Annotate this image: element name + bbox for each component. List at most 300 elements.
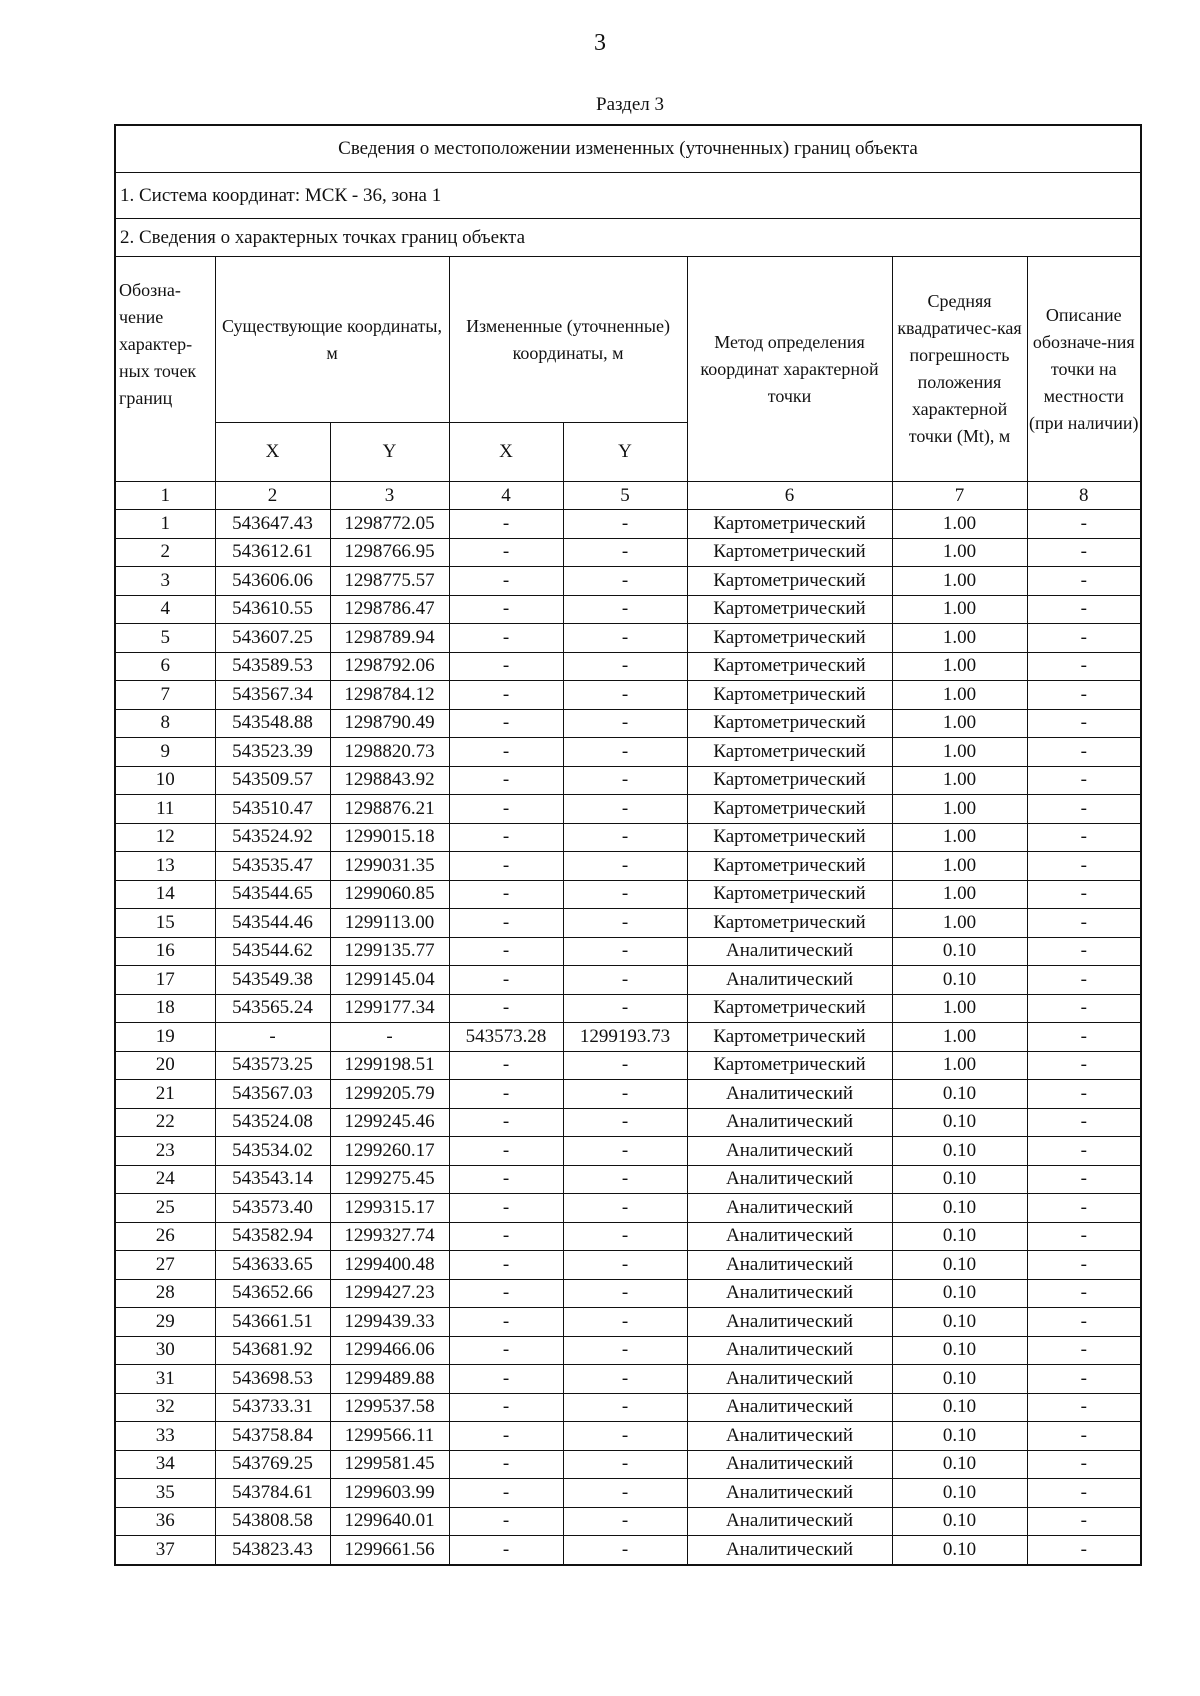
header-method: Метод определения координат характерной точки bbox=[687, 257, 892, 482]
cell-existing-x: 543549.38 bbox=[215, 966, 330, 995]
column-number: 4 bbox=[449, 482, 563, 510]
cell-changed-x: - bbox=[449, 1137, 563, 1166]
table-row bbox=[116, 1365, 1140, 1394]
cell-existing-y: 1298784.12 bbox=[330, 681, 449, 710]
cell-point-number: 3 bbox=[116, 567, 215, 596]
cell-point-number: 27 bbox=[116, 1251, 215, 1280]
cell-mean-error: 1.00 bbox=[892, 823, 1027, 852]
column-number: 8 bbox=[1027, 482, 1140, 510]
cell-changed-x: - bbox=[449, 1450, 563, 1479]
cell-mean-error: 1.00 bbox=[892, 880, 1027, 909]
cell-point-number: 14 bbox=[116, 880, 215, 909]
cell-mean-error: 0.10 bbox=[892, 1450, 1027, 1479]
cell-existing-x: 543647.43 bbox=[215, 510, 330, 539]
cell-existing-x: 543769.25 bbox=[215, 1450, 330, 1479]
cell-point-number: 28 bbox=[116, 1279, 215, 1308]
cell-changed-y: - bbox=[563, 852, 687, 881]
header-existing-y: Y bbox=[330, 423, 449, 482]
cell-point-number: 21 bbox=[116, 1080, 215, 1109]
cell-method: Картометрический bbox=[687, 823, 892, 852]
section-title: Раздел 3 bbox=[596, 94, 664, 115]
table-row bbox=[116, 880, 1140, 909]
cell-point-description: - bbox=[1027, 510, 1140, 539]
cell-mean-error: 1.00 bbox=[892, 795, 1027, 824]
table-row bbox=[116, 1450, 1140, 1479]
cell-mean-error: 0.10 bbox=[892, 1080, 1027, 1109]
cell-method: Аналитический bbox=[687, 1194, 892, 1223]
cell-point-number: 22 bbox=[116, 1108, 215, 1137]
cell-mean-error: 1.00 bbox=[892, 567, 1027, 596]
table-row bbox=[116, 1051, 1140, 1080]
table-row bbox=[116, 852, 1140, 881]
cell-point-number: 16 bbox=[116, 937, 215, 966]
cell-method: Аналитический bbox=[687, 1279, 892, 1308]
cell-existing-y: 1299275.45 bbox=[330, 1165, 449, 1194]
cell-existing-x: 543610.55 bbox=[215, 595, 330, 624]
cell-point-number: 10 bbox=[116, 766, 215, 795]
cell-method: Картометрический bbox=[687, 852, 892, 881]
cell-method: Аналитический bbox=[687, 1165, 892, 1194]
cell-mean-error: 1.00 bbox=[892, 624, 1027, 653]
cell-method: Аналитический bbox=[687, 1536, 892, 1564]
cell-point-number: 4 bbox=[116, 595, 215, 624]
cell-point-number: 11 bbox=[116, 795, 215, 824]
cell-existing-x: 543567.03 bbox=[215, 1080, 330, 1109]
cell-changed-x: - bbox=[449, 510, 563, 539]
cell-method: Картометрический bbox=[687, 795, 892, 824]
cell-method: Картометрический bbox=[687, 510, 892, 539]
table-row bbox=[116, 1479, 1140, 1508]
cell-changed-y: - bbox=[563, 1393, 687, 1422]
cell-changed-y: - bbox=[563, 1279, 687, 1308]
cell-point-description: - bbox=[1027, 1365, 1140, 1394]
cell-existing-y: 1299661.56 bbox=[330, 1536, 449, 1564]
cell-point-number: 37 bbox=[116, 1536, 215, 1564]
cell-existing-y: 1299260.17 bbox=[330, 1137, 449, 1166]
cell-changed-x: - bbox=[449, 595, 563, 624]
cell-existing-x: 543606.06 bbox=[215, 567, 330, 596]
cell-mean-error: 1.00 bbox=[892, 738, 1027, 767]
cell-method: Аналитический bbox=[687, 1222, 892, 1251]
cell-point-description: - bbox=[1027, 937, 1140, 966]
cell-method: Аналитический bbox=[687, 1393, 892, 1422]
cell-mean-error: 1.00 bbox=[892, 909, 1027, 938]
cell-point-description: - bbox=[1027, 994, 1140, 1023]
cell-point-number: 29 bbox=[116, 1308, 215, 1337]
cell-existing-x: 543758.84 bbox=[215, 1422, 330, 1451]
cell-method: Картометрический bbox=[687, 909, 892, 938]
cell-existing-x: 543509.57 bbox=[215, 766, 330, 795]
cell-existing-y: 1298789.94 bbox=[330, 624, 449, 653]
cell-point-description: - bbox=[1027, 1479, 1140, 1508]
cell-point-number: 34 bbox=[116, 1450, 215, 1479]
cell-existing-x: 543535.47 bbox=[215, 852, 330, 881]
cell-method: Аналитический bbox=[687, 1080, 892, 1109]
cell-point-number: 7 bbox=[116, 681, 215, 710]
cell-existing-y: 1299427.23 bbox=[330, 1279, 449, 1308]
cell-mean-error: 1.00 bbox=[892, 766, 1027, 795]
cell-point-description: - bbox=[1027, 1108, 1140, 1137]
table-row bbox=[116, 823, 1140, 852]
cell-changed-x: - bbox=[449, 1080, 563, 1109]
column-number: 3 bbox=[330, 482, 449, 510]
cell-changed-x: - bbox=[449, 1365, 563, 1394]
cell-method: Картометрический bbox=[687, 652, 892, 681]
cell-method: Картометрический bbox=[687, 681, 892, 710]
cell-mean-error: 0.10 bbox=[892, 1137, 1027, 1166]
table-row bbox=[116, 1393, 1140, 1422]
cell-point-number: 18 bbox=[116, 994, 215, 1023]
cell-mean-error: 0.10 bbox=[892, 1279, 1027, 1308]
cell-existing-x: 543524.08 bbox=[215, 1108, 330, 1137]
cell-point-description: - bbox=[1027, 1080, 1140, 1109]
cell-point-number: 5 bbox=[116, 624, 215, 653]
cell-changed-y: - bbox=[563, 795, 687, 824]
column-number: 5 bbox=[563, 482, 687, 510]
cell-point-description: - bbox=[1027, 1222, 1140, 1251]
cell-changed-y: - bbox=[563, 1336, 687, 1365]
cell-method: Аналитический bbox=[687, 1137, 892, 1166]
cell-mean-error: 1.00 bbox=[892, 538, 1027, 567]
points-heading: 2. Сведения о характерных точках границ объекта bbox=[116, 219, 1140, 257]
cell-existing-y: 1299205.79 bbox=[330, 1080, 449, 1109]
cell-changed-x: - bbox=[449, 823, 563, 852]
cell-existing-x: 543573.40 bbox=[215, 1194, 330, 1223]
cell-point-number: 25 bbox=[116, 1194, 215, 1223]
cell-existing-y: 1299566.11 bbox=[330, 1422, 449, 1451]
cell-method: Картометрический bbox=[687, 766, 892, 795]
table-row bbox=[116, 738, 1140, 767]
cell-existing-y: 1298792.06 bbox=[330, 652, 449, 681]
cell-existing-y: 1299315.17 bbox=[330, 1194, 449, 1223]
cell-mean-error: 0.10 bbox=[892, 1507, 1027, 1536]
cell-method: Аналитический bbox=[687, 1336, 892, 1365]
cell-existing-y: 1298772.05 bbox=[330, 510, 449, 539]
cell-existing-y: 1299135.77 bbox=[330, 937, 449, 966]
cell-point-description: - bbox=[1027, 1336, 1140, 1365]
cell-existing-x: 543582.94 bbox=[215, 1222, 330, 1251]
cell-changed-y: - bbox=[563, 1251, 687, 1280]
cell-changed-y: - bbox=[563, 595, 687, 624]
cell-existing-y: 1299177.34 bbox=[330, 994, 449, 1023]
table-row bbox=[116, 567, 1140, 596]
header-changed-y: Y bbox=[563, 423, 687, 482]
cell-changed-y: 1299193.73 bbox=[563, 1023, 687, 1052]
cell-changed-y: - bbox=[563, 937, 687, 966]
cell-point-description: - bbox=[1027, 709, 1140, 738]
cell-method: Картометрический bbox=[687, 1051, 892, 1080]
cell-existing-x: 543548.88 bbox=[215, 709, 330, 738]
cell-changed-x: - bbox=[449, 1194, 563, 1223]
cell-existing-y: 1298766.95 bbox=[330, 538, 449, 567]
cell-changed-y: - bbox=[563, 1165, 687, 1194]
header-row bbox=[116, 257, 1140, 423]
cell-changed-x: - bbox=[449, 681, 563, 710]
cell-mean-error: 1.00 bbox=[892, 652, 1027, 681]
table-row bbox=[116, 994, 1140, 1023]
header-point-description: Описание обозначе-ния точки на местности (при наличии) bbox=[1027, 257, 1140, 482]
cell-point-description: - bbox=[1027, 909, 1140, 938]
cell-existing-y: 1299466.06 bbox=[330, 1336, 449, 1365]
cell-mean-error: 1.00 bbox=[892, 852, 1027, 881]
cell-existing-y: 1299603.99 bbox=[330, 1479, 449, 1508]
cell-point-number: 12 bbox=[116, 823, 215, 852]
cell-changed-y: - bbox=[563, 538, 687, 567]
cell-mean-error: 1.00 bbox=[892, 1023, 1027, 1052]
cell-existing-y: 1299537.58 bbox=[330, 1393, 449, 1422]
cell-changed-y: - bbox=[563, 1479, 687, 1508]
cell-existing-y: 1299015.18 bbox=[330, 823, 449, 852]
cell-method: Аналитический bbox=[687, 1308, 892, 1337]
table-row bbox=[116, 1336, 1140, 1365]
cell-changed-x: - bbox=[449, 1393, 563, 1422]
cell-existing-y: 1298775.57 bbox=[330, 567, 449, 596]
cell-mean-error: 0.10 bbox=[892, 1393, 1027, 1422]
table-row bbox=[116, 595, 1140, 624]
cell-changed-y: - bbox=[563, 966, 687, 995]
cell-existing-y: - bbox=[330, 1023, 449, 1052]
cell-existing-x: 543823.43 bbox=[215, 1536, 330, 1564]
boundary-table-frame bbox=[114, 124, 1142, 1566]
header-changed-coords: Измененные (уточненные) координаты, м bbox=[449, 257, 687, 423]
cell-changed-x: - bbox=[449, 738, 563, 767]
cell-existing-y: 1299439.33 bbox=[330, 1308, 449, 1337]
column-number: 6 bbox=[687, 482, 892, 510]
cell-point-number: 32 bbox=[116, 1393, 215, 1422]
cell-point-number: 17 bbox=[116, 966, 215, 995]
cell-changed-y: - bbox=[563, 1222, 687, 1251]
cell-changed-x: - bbox=[449, 1108, 563, 1137]
table-row bbox=[116, 681, 1140, 710]
cell-point-description: - bbox=[1027, 624, 1140, 653]
cell-changed-x: - bbox=[449, 652, 563, 681]
cell-point-description: - bbox=[1027, 852, 1140, 881]
coordinate-system: 1. Система координат: МСК - 36, зона 1 bbox=[116, 173, 1140, 219]
cell-method: Аналитический bbox=[687, 937, 892, 966]
cell-mean-error: 0.10 bbox=[892, 1222, 1027, 1251]
cell-changed-x: - bbox=[449, 624, 563, 653]
cell-mean-error: 1.00 bbox=[892, 510, 1027, 539]
cell-point-description: - bbox=[1027, 1536, 1140, 1564]
header-existing-x: X bbox=[215, 423, 330, 482]
cell-existing-x: 543534.02 bbox=[215, 1137, 330, 1166]
table-row bbox=[116, 1422, 1140, 1451]
cell-point-description: - bbox=[1027, 966, 1140, 995]
cell-point-number: 36 bbox=[116, 1507, 215, 1536]
table-row bbox=[116, 766, 1140, 795]
cell-changed-x: - bbox=[449, 1536, 563, 1564]
cell-changed-y: - bbox=[563, 1365, 687, 1394]
cell-point-description: - bbox=[1027, 1422, 1140, 1451]
cell-existing-x: 543544.46 bbox=[215, 909, 330, 938]
cell-changed-x: - bbox=[449, 1308, 563, 1337]
cell-point-description: - bbox=[1027, 1051, 1140, 1080]
cell-point-number: 33 bbox=[116, 1422, 215, 1451]
cell-point-description: - bbox=[1027, 1251, 1140, 1280]
cell-changed-x: - bbox=[449, 1222, 563, 1251]
cell-point-number: 1 bbox=[116, 510, 215, 539]
cell-method: Картометрический bbox=[687, 595, 892, 624]
cell-point-description: - bbox=[1027, 823, 1140, 852]
cell-changed-x: - bbox=[449, 1051, 563, 1080]
table-row bbox=[116, 1222, 1140, 1251]
cell-method: Аналитический bbox=[687, 966, 892, 995]
header-changed-x: X bbox=[449, 423, 563, 482]
cell-changed-x: - bbox=[449, 538, 563, 567]
cell-point-description: - bbox=[1027, 1023, 1140, 1052]
cell-point-number: 20 bbox=[116, 1051, 215, 1080]
table-row bbox=[116, 538, 1140, 567]
cell-existing-y: 1298820.73 bbox=[330, 738, 449, 767]
cell-existing-x: 543567.34 bbox=[215, 681, 330, 710]
cell-existing-y: 1299145.04 bbox=[330, 966, 449, 995]
cell-existing-x: 543565.24 bbox=[215, 994, 330, 1023]
cell-mean-error: 1.00 bbox=[892, 681, 1027, 710]
cell-point-description: - bbox=[1027, 1393, 1140, 1422]
cell-existing-x: - bbox=[215, 1023, 330, 1052]
cell-mean-error: 1.00 bbox=[892, 595, 1027, 624]
cell-changed-x: - bbox=[449, 766, 563, 795]
page-number: 3 bbox=[594, 30, 606, 56]
cell-point-description: - bbox=[1027, 652, 1140, 681]
cell-changed-x: - bbox=[449, 1507, 563, 1536]
cell-method: Аналитический bbox=[687, 1422, 892, 1451]
table-row bbox=[116, 795, 1140, 824]
column-number-row bbox=[116, 482, 1140, 510]
cell-existing-x: 543784.61 bbox=[215, 1479, 330, 1508]
cell-method: Картометрический bbox=[687, 567, 892, 596]
cell-point-number: 9 bbox=[116, 738, 215, 767]
cell-method: Аналитический bbox=[687, 1251, 892, 1280]
cell-mean-error: 0.10 bbox=[892, 1365, 1027, 1394]
cell-mean-error: 0.10 bbox=[892, 1479, 1027, 1508]
cell-mean-error: 1.00 bbox=[892, 1051, 1027, 1080]
cell-changed-x: - bbox=[449, 909, 563, 938]
cell-changed-y: - bbox=[563, 1137, 687, 1166]
header-existing-coords: Существующие координаты, м bbox=[215, 257, 449, 423]
cell-existing-x: 543544.62 bbox=[215, 937, 330, 966]
cell-existing-y: 1299113.00 bbox=[330, 909, 449, 938]
cell-existing-x: 543607.25 bbox=[215, 624, 330, 653]
table-row bbox=[116, 1536, 1140, 1564]
table-row bbox=[116, 624, 1140, 653]
cell-changed-y: - bbox=[563, 1536, 687, 1564]
cell-point-number: 15 bbox=[116, 909, 215, 938]
cell-existing-y: 1298790.49 bbox=[330, 709, 449, 738]
cell-changed-y: - bbox=[563, 994, 687, 1023]
cell-point-description: - bbox=[1027, 595, 1140, 624]
cell-mean-error: 0.10 bbox=[892, 966, 1027, 995]
cell-point-description: - bbox=[1027, 1507, 1140, 1536]
cell-existing-x: 543524.92 bbox=[215, 823, 330, 852]
cell-point-number: 8 bbox=[116, 709, 215, 738]
cell-changed-x: - bbox=[449, 795, 563, 824]
cell-method: Картометрический bbox=[687, 709, 892, 738]
cell-changed-x: - bbox=[449, 1279, 563, 1308]
cell-method: Аналитический bbox=[687, 1479, 892, 1508]
cell-existing-x: 543589.53 bbox=[215, 652, 330, 681]
cell-changed-y: - bbox=[563, 1194, 687, 1223]
cell-changed-y: - bbox=[563, 1051, 687, 1080]
cell-mean-error: 0.10 bbox=[892, 1194, 1027, 1223]
cell-existing-y: 1298876.21 bbox=[330, 795, 449, 824]
cell-point-description: - bbox=[1027, 880, 1140, 909]
cell-changed-y: - bbox=[563, 624, 687, 653]
cell-point-description: - bbox=[1027, 795, 1140, 824]
cell-changed-x: - bbox=[449, 1165, 563, 1194]
column-number: 1 bbox=[116, 482, 215, 510]
cell-existing-y: 1299640.01 bbox=[330, 1507, 449, 1536]
cell-changed-x: - bbox=[449, 880, 563, 909]
cell-point-number: 6 bbox=[116, 652, 215, 681]
cell-point-number: 2 bbox=[116, 538, 215, 567]
cell-method: Картометрический bbox=[687, 994, 892, 1023]
cell-existing-x: 543808.58 bbox=[215, 1507, 330, 1536]
table-row bbox=[116, 1080, 1140, 1109]
cell-point-description: - bbox=[1027, 738, 1140, 767]
cell-changed-x: - bbox=[449, 966, 563, 995]
cell-changed-x: 543573.28 bbox=[449, 1023, 563, 1052]
cell-existing-y: 1299031.35 bbox=[330, 852, 449, 881]
cell-changed-y: - bbox=[563, 1422, 687, 1451]
cell-changed-y: - bbox=[563, 738, 687, 767]
cell-changed-x: - bbox=[449, 852, 563, 881]
cell-method: Аналитический bbox=[687, 1108, 892, 1137]
cell-changed-x: - bbox=[449, 994, 563, 1023]
header-point-designation: Обозна-чение характер-ных точек границ bbox=[116, 257, 215, 482]
cell-existing-x: 543698.53 bbox=[215, 1365, 330, 1394]
table-row bbox=[116, 1251, 1140, 1280]
cell-point-number: 26 bbox=[116, 1222, 215, 1251]
header-mean-error: Средняя квадратичес-кая погрешность положения характерной точки (Mt), м bbox=[892, 257, 1027, 482]
cell-existing-x: 543543.14 bbox=[215, 1165, 330, 1194]
table-row bbox=[116, 1165, 1140, 1194]
cell-changed-y: - bbox=[563, 510, 687, 539]
cell-existing-y: 1299060.85 bbox=[330, 880, 449, 909]
table-row bbox=[116, 1507, 1140, 1536]
cell-method: Картометрический bbox=[687, 538, 892, 567]
cell-existing-y: 1299400.48 bbox=[330, 1251, 449, 1280]
cell-point-number: 23 bbox=[116, 1137, 215, 1166]
cell-changed-x: - bbox=[449, 1336, 563, 1365]
cell-existing-y: 1298843.92 bbox=[330, 766, 449, 795]
table-row bbox=[116, 510, 1140, 539]
cell-mean-error: 0.10 bbox=[892, 937, 1027, 966]
cell-changed-y: - bbox=[563, 567, 687, 596]
cell-existing-y: 1299327.74 bbox=[330, 1222, 449, 1251]
cell-point-description: - bbox=[1027, 681, 1140, 710]
table-row bbox=[116, 1137, 1140, 1166]
cell-existing-x: 543573.25 bbox=[215, 1051, 330, 1080]
cell-point-description: - bbox=[1027, 1450, 1140, 1479]
cell-changed-x: - bbox=[449, 937, 563, 966]
cell-point-description: - bbox=[1027, 1165, 1140, 1194]
cell-point-description: - bbox=[1027, 1279, 1140, 1308]
cell-point-number: 35 bbox=[116, 1479, 215, 1508]
cell-changed-y: - bbox=[563, 880, 687, 909]
table-row bbox=[116, 909, 1140, 938]
cell-point-description: - bbox=[1027, 567, 1140, 596]
cell-existing-x: 543633.65 bbox=[215, 1251, 330, 1280]
cell-method: Картометрический bbox=[687, 738, 892, 767]
cell-changed-y: - bbox=[563, 681, 687, 710]
cell-changed-y: - bbox=[563, 823, 687, 852]
cell-mean-error: 0.10 bbox=[892, 1165, 1027, 1194]
cell-existing-x: 543652.66 bbox=[215, 1279, 330, 1308]
table-row bbox=[116, 1108, 1140, 1137]
table-row bbox=[116, 1194, 1140, 1223]
points-table bbox=[116, 257, 1140, 1564]
